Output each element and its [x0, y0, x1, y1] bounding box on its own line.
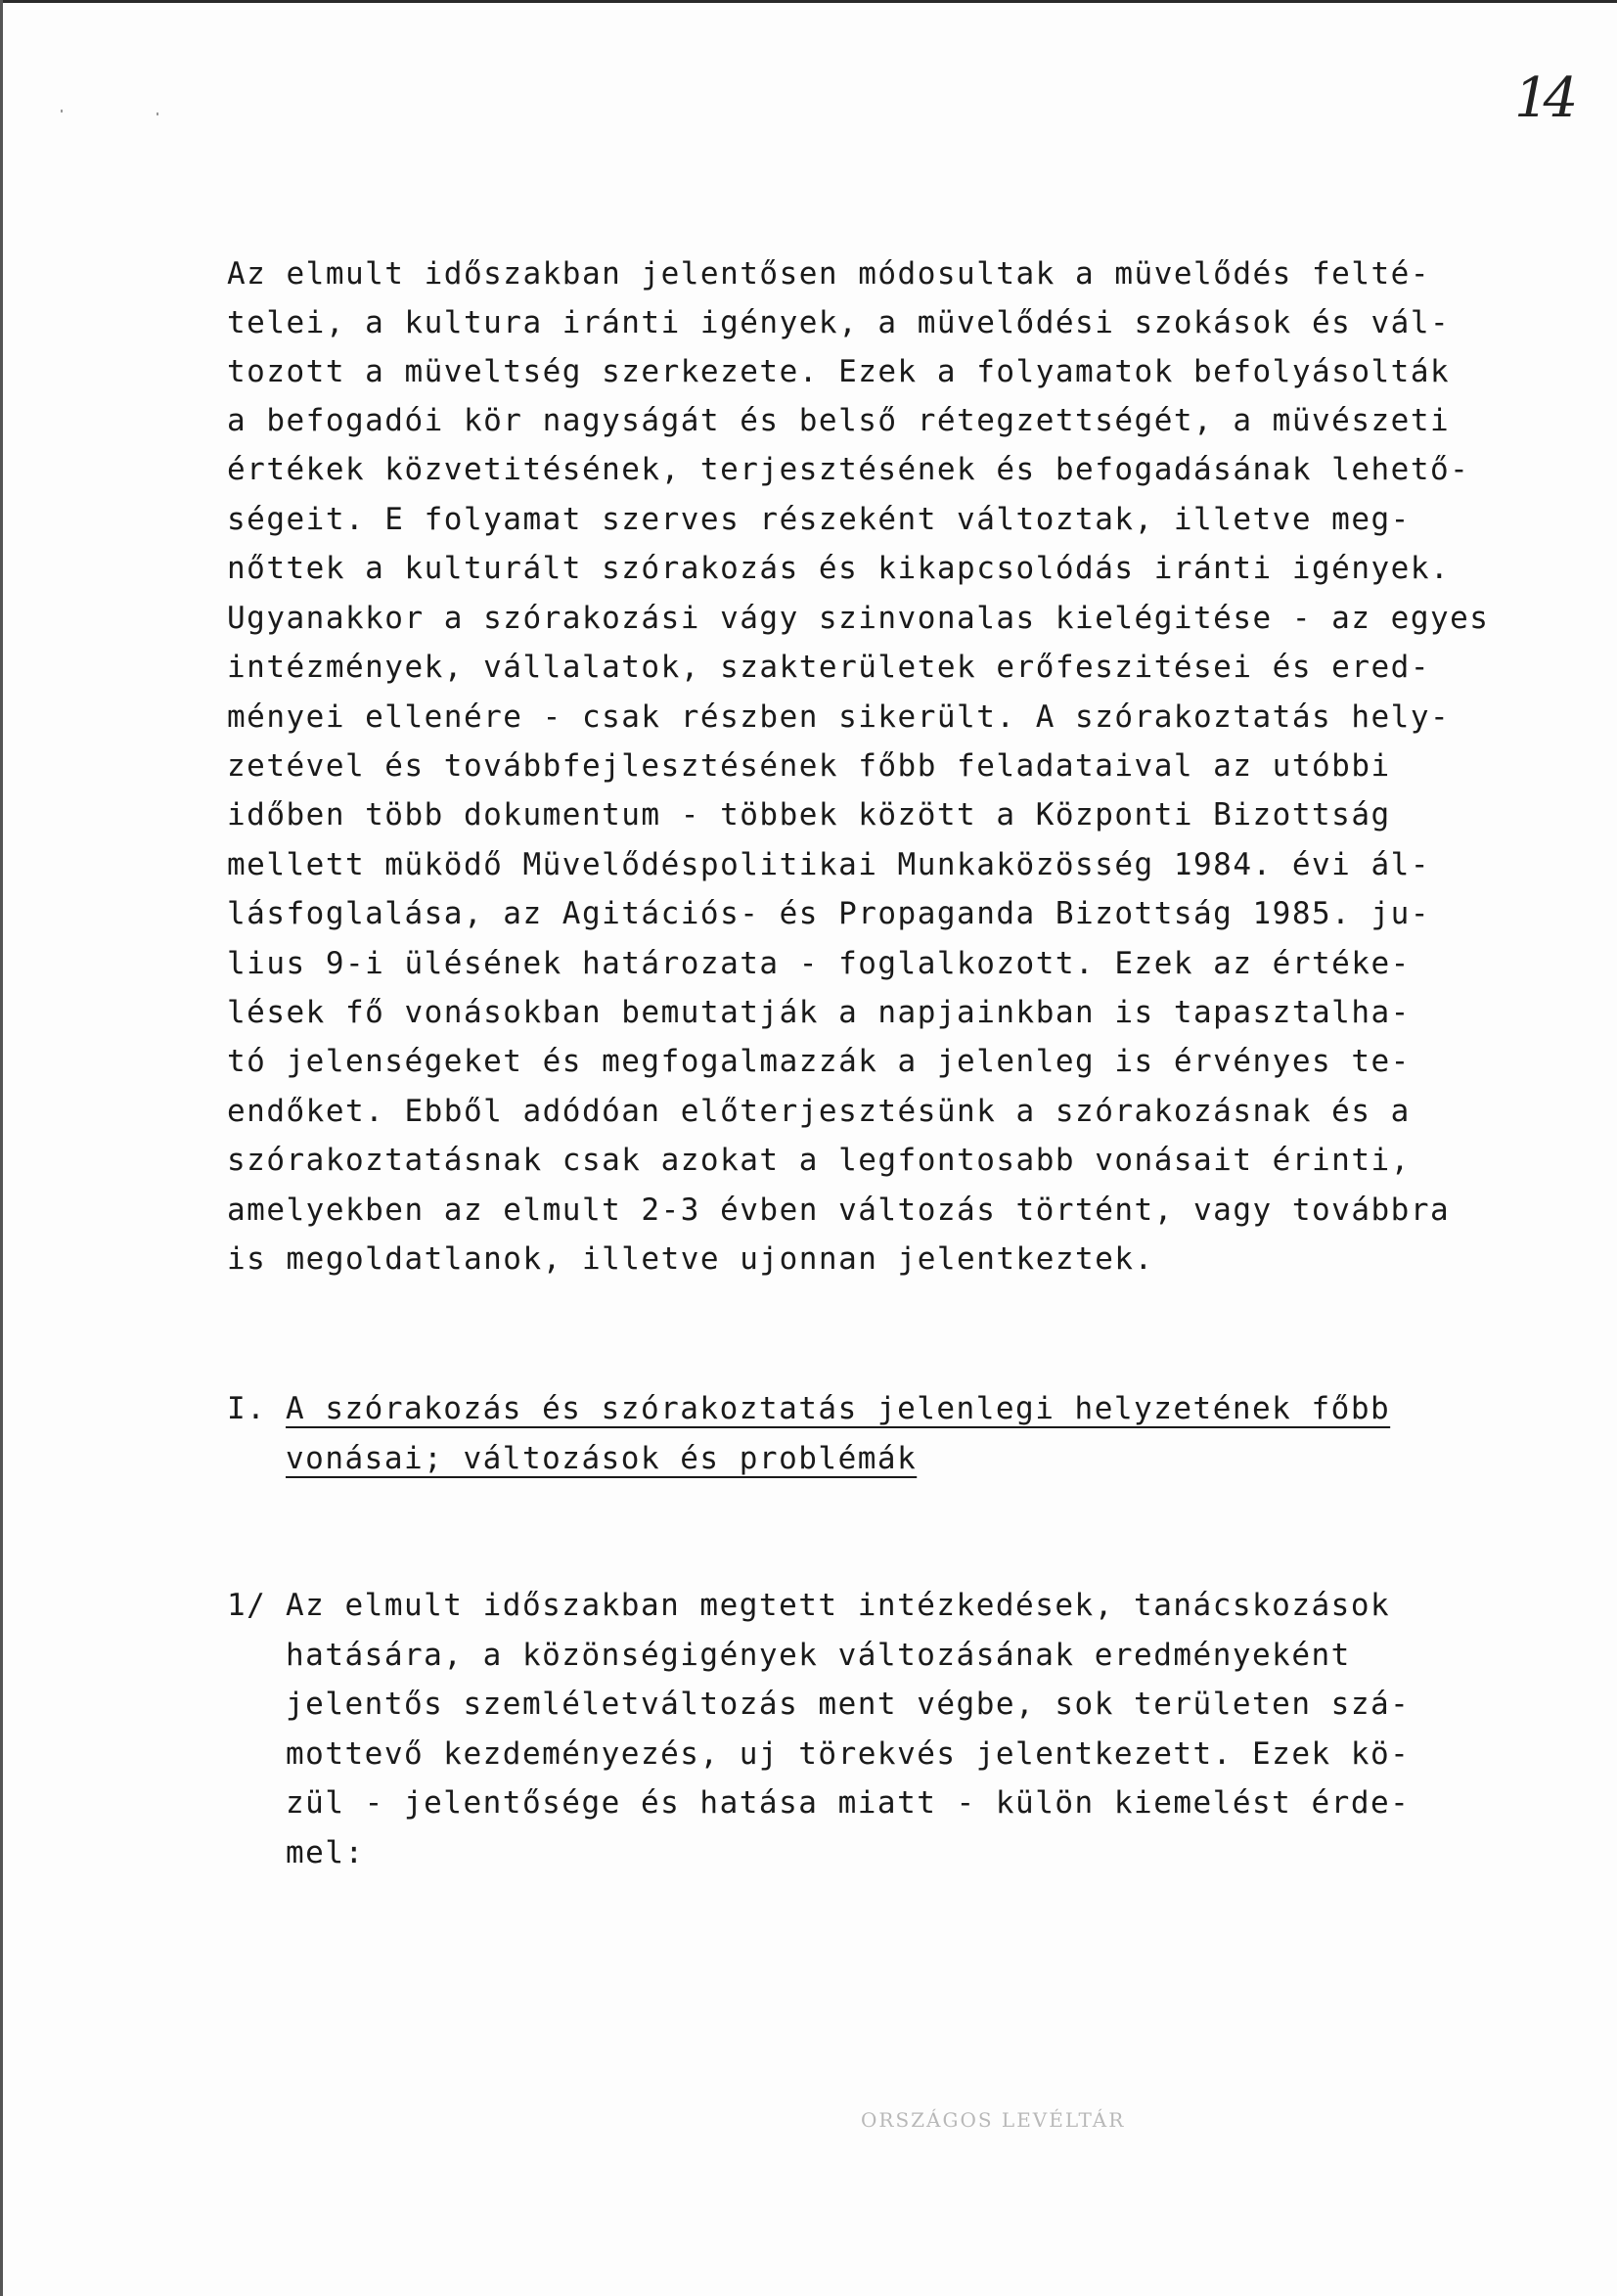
paragraph-line: lásfoglalása, az Agitációs- és Propaganda Bizottság 1985. ju-: [227, 896, 1430, 931]
section-title-line: vonásai; változások és problémák: [286, 1441, 918, 1476]
item-line: mel:: [286, 1835, 365, 1870]
paragraph-line: a befogadói kör nagyságát és belső rétegzettségét, a müvészeti: [227, 403, 1451, 438]
archive-watermark: ORSZÁGOS LEVÉLTÁR: [861, 2108, 1126, 2132]
section-title-line: A szórakozás és szórakoztatás jelenlegi helyzetének főbb: [286, 1391, 1391, 1426]
paragraph-line: értékek közvetitésének, terjesztésének és befogadásának lehető-: [227, 452, 1470, 487]
handwritten-page-number: 14: [1514, 67, 1573, 130]
paragraph-line: lius 9-i ülésének határozata - foglalkozott. Ezek az értéke-: [227, 946, 1411, 981]
paragraph-line: zetével és továbbfejlesztésének főbb feladataival az utóbbi: [227, 748, 1391, 784]
item-number: 1/: [227, 1588, 267, 1623]
paragraph-line: nőttek a kulturált szórakozás és kikapcsolódás iránti igények.: [227, 551, 1451, 586]
paragraph-line: telei, a kultura iránti igények, a müvelődési szokások és vál-: [227, 305, 1451, 340]
paragraph-line: szórakoztatásnak csak azokat a legfontosabb vonásait érinti,: [227, 1143, 1411, 1178]
item-line: hatására, a közönségigények változásának eredményeként: [286, 1638, 1351, 1673]
paragraph-line: is megoldatlanok, illetve ujonnan jelentkeztek.: [227, 1241, 1154, 1277]
paragraph-line: Az elmult időszakban jelentősen módosultak a müvelődés felté-: [227, 256, 1430, 292]
scan-top-edge: [0, 0, 1617, 3]
paragraph-line: mellett müködő Müvelődéspolitikai Munkaközösség 1984. évi ál-: [227, 847, 1430, 882]
item-line: Az elmult időszakban megtett intézkedések, tanácskozások: [286, 1588, 1391, 1623]
paragraph-line: amelyekben az elmult 2-3 évben változás történt, vagy továbbra: [227, 1193, 1451, 1228]
paragraph-line: intézmények, vállalatok, szakterületek erőfeszitései és ered-: [227, 650, 1430, 685]
scan-speck: [61, 110, 63, 113]
paragraph-line: időben több dokumentum - többek között a Központi Bizottság: [227, 797, 1391, 833]
scan-speck: [157, 113, 158, 115]
paragraph-line: lések fő vonásokban bemutatják a napjainkban is tapasztalha-: [227, 995, 1411, 1030]
paragraph-line: tozott a müveltség szerkezete. Ezek a folyamatok befolyásolták: [227, 354, 1451, 389]
section-number: I.: [227, 1391, 267, 1426]
paragraph-line: endőket. Ebből adódóan előterjesztésünk a szórakozásnak és a: [227, 1094, 1411, 1129]
item-line: mottevő kezdeményezés, uj törekvés jelentkezett. Ezek kö-: [286, 1736, 1411, 1772]
item-line: jelentős szemléletváltozás ment végbe, sok területen szá-: [286, 1687, 1411, 1722]
paragraph-line: ségeit. E folyamat szerves részeként változtak, illetve meg-: [227, 502, 1411, 537]
paragraph-line: ményei ellenére - csak részben sikerült. A szórakoztatás hely-: [227, 699, 1451, 735]
scan-left-edge: [0, 0, 3, 2296]
item-line: zül - jelentősége és hatása miatt - külön kiemelést érde-: [286, 1785, 1411, 1821]
paragraph-line: Ugyanakkor a szórakozási vágy szinvonalas kielégitése - az egyes: [227, 601, 1490, 636]
paragraph-line: tó jelenségeket és megfogalmazzák a jelenleg is érvényes te-: [227, 1044, 1411, 1079]
